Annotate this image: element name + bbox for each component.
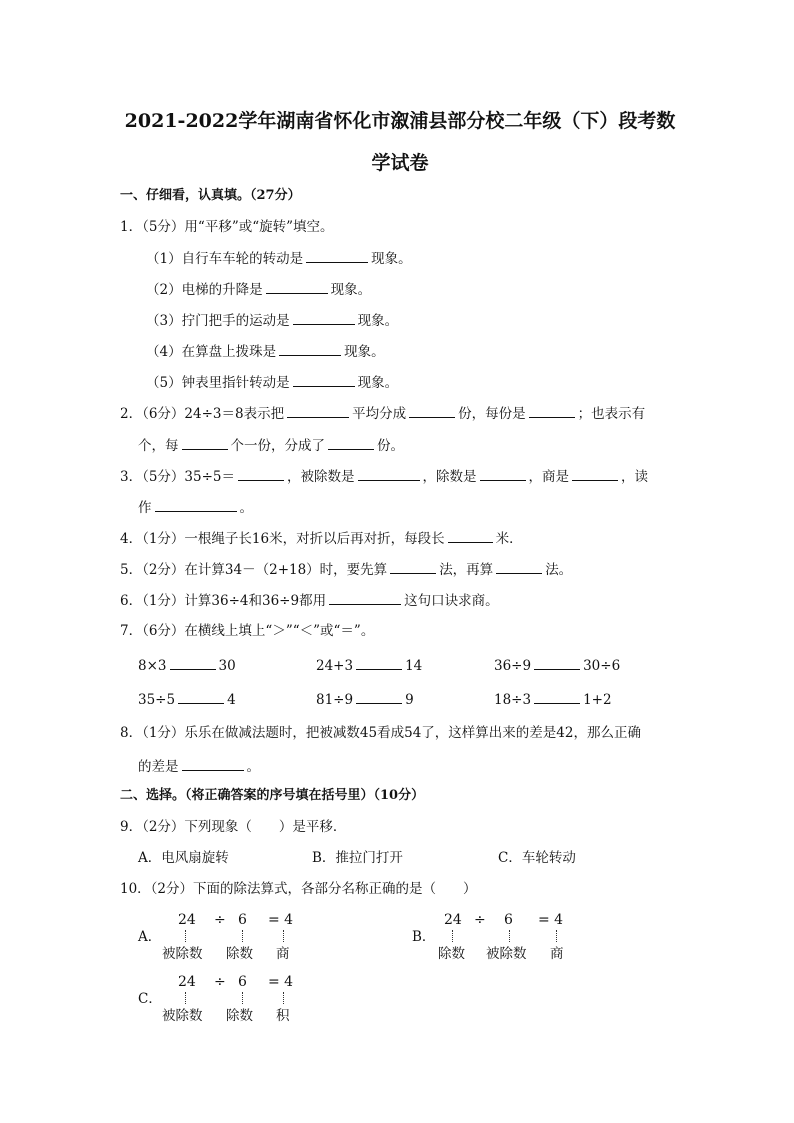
q3-text-a: 3．（5分）35÷5＝ (120, 469, 236, 485)
part-name: 除数 (438, 946, 465, 962)
answer-blank[interactable] (356, 656, 402, 670)
q7-left: 24+3 (316, 658, 354, 674)
q2-text-e: 个，每 (138, 438, 179, 454)
q4-text-a: 4．（1分）一根绳子长16米，对折以后再对折，每段长 (120, 531, 445, 547)
division-sign: ÷ (214, 974, 226, 990)
dividend-number: 24 (178, 912, 196, 928)
answer-blank[interactable] (178, 690, 224, 704)
connector-line (242, 992, 243, 1004)
answer-blank[interactable] (358, 467, 420, 481)
section-1-heading: 一、仔细看，认真填。（27分） (120, 188, 301, 203)
q1-item-2-text: （2）电梯的升降是 (146, 282, 263, 298)
q1-item-3-text: （3）拧门把手的运动是 (146, 313, 290, 329)
part-name: 被除数 (486, 946, 527, 962)
answer-blank[interactable] (287, 404, 349, 418)
q1-item-3 (146, 311, 398, 330)
q3-text-f: 作 (138, 500, 152, 516)
q7-compare-item (494, 656, 620, 674)
q8-line2 (138, 757, 260, 776)
section-2-heading: 二、选择。（将正确答案的序号填在括号里）（10分） (120, 788, 425, 803)
q7-compare-item (138, 656, 236, 674)
answer-blank[interactable] (279, 342, 341, 356)
q9-option-a[interactable]: A．电风扇旋转 (138, 850, 229, 866)
q7-left: 81÷9 (316, 692, 354, 708)
q7-right: 30 (218, 658, 236, 674)
answer-blank[interactable] (496, 560, 542, 574)
answer-blank[interactable] (293, 373, 355, 387)
q6-line (120, 591, 499, 610)
q3-text-d: ，商是 (528, 469, 570, 485)
q7-left: 35÷5 (138, 692, 176, 708)
q2-text-g: 份。 (377, 438, 404, 454)
q5-line (120, 560, 572, 579)
answer-blank[interactable] (534, 690, 580, 704)
q1-item-2-suffix: 现象。 (330, 282, 372, 298)
divisor-number: 6 (238, 912, 247, 928)
connector-line (283, 992, 284, 1004)
answer-blank[interactable] (155, 498, 237, 512)
q10-heading: 10．（2分）下面的除法算式，各部分名称正确的是（ ） (120, 881, 477, 897)
connector-line (185, 930, 186, 942)
q1-item-4-text: （4）在算盘上拨珠是 (146, 344, 277, 360)
connector-line (556, 930, 557, 942)
q7-right: 30÷6 (583, 658, 621, 674)
part-name: 商 (276, 946, 290, 962)
q10-option-b-diagram[interactable] (438, 912, 578, 962)
q9-heading: 9．（2分）下列现象（ ）是平移． (120, 819, 347, 835)
q8-text-b: 的差是 (138, 759, 179, 775)
q5-text-a: 5．（2分）在计算34－（2+18）时，要先算 (120, 562, 388, 578)
answer-blank[interactable] (448, 529, 493, 543)
dividend-number: 24 (178, 974, 196, 990)
q4-text-b: 米． (495, 531, 523, 547)
q1-item-3-suffix: 现象。 (357, 313, 399, 329)
q10-option-c-diagram[interactable] (162, 974, 302, 1024)
q7-compare-item (138, 690, 236, 708)
q7-compare-item (316, 656, 422, 674)
answer-blank[interactable] (329, 591, 401, 605)
division-sign: ÷ (214, 912, 226, 928)
q1-item-1 (146, 249, 412, 268)
q10-option-b-label[interactable]: B． (412, 929, 436, 945)
q7-left: 18÷3 (494, 692, 532, 708)
answer-blank[interactable] (409, 404, 455, 418)
equals-quotient: = 4 (268, 912, 294, 928)
q2-text-d: ；也表示有 (577, 406, 646, 422)
answer-blank[interactable] (390, 560, 436, 574)
q10-option-c-label[interactable]: C． (138, 991, 162, 1007)
part-name: 积 (276, 1008, 290, 1024)
answer-blank[interactable] (182, 757, 244, 771)
answer-blank[interactable] (170, 656, 216, 670)
q3-text-b: ，被除数是 (287, 469, 355, 485)
answer-blank[interactable] (328, 436, 374, 450)
q1-item-4 (146, 342, 385, 361)
part-name: 被除数 (162, 946, 203, 962)
q7-right: 4 (227, 692, 236, 708)
part-name: 除数 (226, 946, 253, 962)
q2-text-c: 份，每份是 (458, 406, 526, 422)
answer-blank[interactable] (306, 249, 368, 263)
division-sign: ÷ (474, 912, 486, 928)
q7-compare-item (494, 690, 612, 708)
connector-line (185, 992, 186, 1004)
q1-item-1-suffix: 现象。 (371, 251, 412, 267)
q2-text-b: 平均分成 (352, 406, 407, 422)
q1-item-2 (146, 280, 371, 299)
answer-blank[interactable] (529, 404, 575, 418)
divisor-number: 6 (238, 974, 247, 990)
answer-blank[interactable] (238, 467, 284, 481)
answer-blank[interactable] (480, 467, 526, 481)
q3-line1 (120, 467, 648, 486)
part-name: 被除数 (162, 1008, 203, 1024)
q5-text-c: 法。 (545, 562, 573, 578)
answer-blank[interactable] (266, 280, 328, 294)
exam-title-line2: 学试卷 (371, 152, 429, 174)
q3-text-g: 。 (239, 500, 253, 516)
answer-blank[interactable] (534, 656, 580, 670)
q1-item-5-suffix: 现象。 (357, 375, 399, 391)
q7-right: 9 (405, 692, 414, 708)
q2-line2 (138, 436, 404, 455)
q1-item-5-text: （5）钟表里指针转动是 (146, 375, 290, 391)
q7-compare-item (316, 690, 414, 708)
divisor-number: 6 (504, 912, 513, 928)
q7-right: 14 (405, 658, 423, 674)
q7-right: 1+2 (583, 692, 612, 708)
q9-option-b[interactable]: B．推拉门打开 (312, 850, 403, 866)
part-name: 除数 (226, 1008, 253, 1024)
answer-blank[interactable] (356, 690, 402, 704)
q7-left: 8×3 (138, 658, 167, 674)
q1-item-1-text: （1）自行车车轮的转动是 (146, 251, 304, 267)
exam-title-line1: 2021-2022学年湖南省怀化市溆浦县部分校二年级（下）段考数 (124, 110, 676, 132)
q1-heading: 1．（5分）用“平移”或“旋转”填空。 (120, 219, 334, 235)
answer-blank[interactable] (293, 311, 355, 325)
q7-heading: 7．（6分）在横线上填上“＞”“＜”或“＝”。 (120, 623, 375, 639)
q6-text-a: 6．（1分）计算36÷4和36÷9都用 (120, 593, 327, 609)
q3-text-c: ，除数是 (422, 469, 477, 485)
q5-text-b: 法，再算 (439, 562, 494, 578)
connector-line (509, 930, 510, 942)
q9-option-c[interactable]: C．车轮转动 (498, 850, 576, 866)
q3-line2 (138, 498, 253, 517)
q6-text-b: 这句口诀求商。 (404, 593, 499, 609)
q2-line1 (120, 404, 645, 423)
answer-blank[interactable] (182, 436, 228, 450)
q2-text-f: 个一份，分成了 (230, 438, 325, 454)
equals-quotient: = 4 (538, 912, 564, 928)
part-name: 商 (550, 946, 564, 962)
connector-line (242, 930, 243, 942)
q2-text-a: 2．（6分）24÷3＝8表示把 (120, 406, 285, 422)
q8-text-c: 。 (246, 759, 260, 775)
q8-line1: 8．（1分）乐乐在做减法题时，把被减数45看成54了，这样算出来的差是42，那么正确 (120, 725, 641, 741)
q10-option-a-diagram[interactable] (162, 912, 302, 962)
connector-line (283, 930, 284, 942)
connector-line (452, 930, 453, 942)
q3-text-e: ，读 (621, 469, 649, 485)
q7-left: 36÷9 (494, 658, 532, 674)
q1-item-5 (146, 373, 398, 392)
q10-option-a-label[interactable]: A． (138, 929, 162, 945)
dividend-number: 24 (444, 912, 462, 928)
q1-item-4-suffix: 现象。 (344, 344, 385, 360)
equals-quotient: = 4 (268, 974, 294, 990)
q4-line (120, 529, 523, 548)
answer-blank[interactable] (572, 467, 618, 481)
